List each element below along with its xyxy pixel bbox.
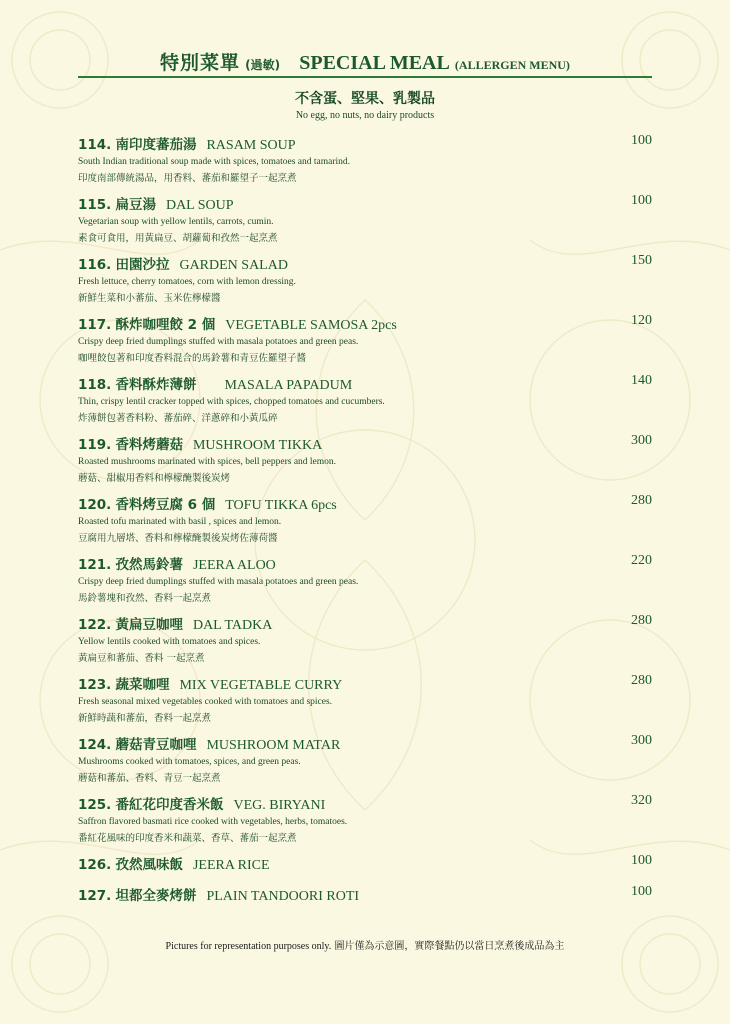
header-en-subtitle: (ALLERGEN MENU) bbox=[454, 58, 570, 72]
item-number: 123. bbox=[78, 677, 112, 693]
item-description-en: Vegetarian soup with yellow lentils, carrots, cumin. bbox=[78, 217, 274, 227]
item-number: 117. bbox=[78, 317, 112, 333]
item-description-zh: 豆腐用九層塔、香料和檸檬醃製後炭烤佐薄荷醬 bbox=[78, 533, 278, 544]
item-price: 280 bbox=[631, 493, 652, 508]
item-description-zh: 咖哩餃包著和印度香料混合的馬鈴薯和青豆佐羅望子醬 bbox=[78, 353, 307, 364]
item-price: 140 bbox=[631, 373, 652, 388]
menu-item-118 bbox=[78, 373, 652, 424]
item-number: 125. bbox=[78, 797, 112, 813]
item-description-en: Mushrooms cooked with tomatoes, spices, and green peas. bbox=[78, 757, 301, 767]
item-number: 116. bbox=[78, 257, 112, 273]
item-description-zh: 新鮮時蔬和蕃茄，香料一起烹煮 bbox=[78, 713, 212, 724]
item-name-zh: 蘑菇青豆咖哩 bbox=[115, 737, 197, 753]
item-description-en: Crispy deep fried dumplings stuffed with masala potatoes and green peas. bbox=[78, 577, 359, 587]
item-description-zh: 馬鈴薯塊和孜然、香料一起烹煮 bbox=[78, 593, 212, 604]
item-description-zh: 素食可食用，用黃扁豆、胡蘿蔔和孜然一起烹煮 bbox=[78, 233, 278, 244]
item-name-en: JEERA RICE bbox=[192, 858, 270, 873]
item-number: 121. bbox=[78, 557, 112, 573]
footer-disclaimer-zh: 圖片僅為示意圖，實際餐點仍以當日烹煮後成品為主 bbox=[334, 941, 565, 952]
item-price: 300 bbox=[631, 433, 652, 448]
item-name-zh: 田園沙拉 bbox=[115, 257, 170, 273]
menu-item-116 bbox=[78, 253, 652, 304]
item-number: 114. bbox=[78, 137, 112, 153]
item-price: 220 bbox=[631, 553, 652, 568]
menu-item-125 bbox=[78, 793, 652, 844]
item-price: 100 bbox=[631, 884, 652, 899]
item-description-en: Fresh lettuce, cherry tomatoes, corn with lemon dressing. bbox=[78, 277, 296, 287]
item-description-en: Thin, crispy lentil cracker topped with spices, chopped tomatoes and cucumbers. bbox=[78, 397, 385, 407]
item-name-en: MUSHROOM MATAR bbox=[206, 738, 341, 753]
item-description-zh: 印度南部傳統湯品，用香料、蕃茄和羅望子一起烹煮 bbox=[78, 173, 297, 184]
item-description-en: Yellow lentils cooked with tomatoes and spices. bbox=[78, 637, 261, 647]
menu-item-123 bbox=[78, 673, 652, 724]
header-zh-title: 特別菜單 bbox=[160, 52, 241, 74]
item-name-en: GARDEN SALAD bbox=[179, 258, 288, 273]
item-number: 118. bbox=[78, 377, 112, 393]
item-name-zh: 香料烤蘑菇 bbox=[115, 437, 183, 453]
item-name-en: MUSHROOM TIKKA bbox=[192, 438, 323, 453]
item-price: 280 bbox=[631, 673, 652, 688]
item-description-en: South Indian traditional soup made with spices, tomatoes and tamarind. bbox=[78, 157, 351, 167]
item-description-en: Roasted mushrooms marinated with spices, bell peppers and lemon. bbox=[78, 457, 337, 467]
item-name-zh: 孜然馬鈴薯 bbox=[115, 557, 183, 573]
item-price: 120 bbox=[631, 313, 652, 328]
item-description-en: Roasted tofu marinated with basil , spices and lemon. bbox=[78, 517, 282, 527]
item-name-en: MIX VEGETABLE CURRY bbox=[179, 678, 343, 693]
item-name-en: VEG. BIRYANI bbox=[233, 798, 326, 813]
item-description-zh: 炸薄餅包著香料粉、蕃茄碎、洋蔥碎和小黃瓜碎 bbox=[78, 413, 278, 424]
item-price: 280 bbox=[631, 613, 652, 628]
item-price: 150 bbox=[631, 253, 652, 268]
item-name-en: TOFU TIKKA 6pcs bbox=[225, 498, 337, 513]
item-description-en: Fresh seasonal mixed vegetables cooked with tomatoes and spices. bbox=[78, 697, 333, 707]
item-description-zh: 黃扁豆和蕃茄、香料 一起烹煮 bbox=[78, 653, 205, 664]
item-name-en: PLAIN TANDOORI ROTI bbox=[206, 889, 360, 904]
item-description-zh: 蘑菇、甜椒用香料和檸檬醃製後炭烤 bbox=[78, 473, 231, 484]
allergen-subheading bbox=[78, 88, 652, 121]
menu-header bbox=[78, 48, 652, 75]
item-name-en: MASALA PAPADUM bbox=[224, 378, 353, 393]
item-price: 100 bbox=[631, 133, 652, 148]
item-number: 119. bbox=[78, 437, 112, 453]
menu-item-126 bbox=[78, 853, 652, 874]
item-description-en: Saffron flavored basmati rice cooked with vegetables, herbs, tomatoes. bbox=[78, 817, 348, 827]
menu-item-119 bbox=[78, 433, 652, 484]
menu-item-121 bbox=[78, 553, 652, 604]
item-name-zh: 黃扁豆咖哩 bbox=[115, 617, 183, 633]
item-name-zh: 香料酥炸薄餅 bbox=[115, 377, 197, 393]
item-name-en: RASAM SOUP bbox=[206, 138, 296, 153]
item-number: 115. bbox=[78, 197, 112, 213]
item-description-zh: 蘑菇和蕃茄、香料、青豆一起烹煮 bbox=[78, 773, 221, 784]
item-description-zh: 新鮮生菜和小蕃茄、玉米佐檸檬醬 bbox=[78, 293, 221, 304]
item-price: 100 bbox=[631, 193, 652, 208]
item-number: 120. bbox=[78, 497, 112, 513]
item-description-zh: 番紅花風味的印度香米和蔬菜、香草、蕃茄一起烹煮 bbox=[78, 833, 297, 844]
menu-item-114 bbox=[78, 133, 652, 184]
header-divider bbox=[78, 76, 652, 78]
menu-item-120 bbox=[78, 493, 652, 544]
menu-item-115 bbox=[78, 193, 652, 244]
item-number: 127. bbox=[78, 888, 112, 904]
allergen-note-zh: 不含蛋、堅果、乳製品 bbox=[295, 91, 435, 107]
menu-item-124 bbox=[78, 733, 652, 784]
item-number: 126. bbox=[78, 857, 112, 873]
footer-disclaimer-en: Pictures for representation purposes only. bbox=[165, 941, 332, 952]
item-price: 320 bbox=[631, 793, 652, 808]
allergen-note-en: No egg, no nuts, no dairy products bbox=[295, 110, 435, 121]
item-name-en: DAL TADKA bbox=[192, 618, 273, 633]
item-name-zh: 番紅花印度香米飯 bbox=[115, 797, 224, 813]
menu-item-117 bbox=[78, 313, 652, 364]
item-price: 100 bbox=[631, 853, 652, 868]
item-name-en: DAL SOUP bbox=[165, 198, 234, 213]
item-name-zh: 扁豆湯 bbox=[115, 197, 156, 213]
item-number: 124. bbox=[78, 737, 112, 753]
header-zh-subtitle: (過敏) bbox=[245, 58, 281, 72]
menu-item-122 bbox=[78, 613, 652, 664]
item-name-zh: 香料烤豆腐 6 個 bbox=[115, 497, 216, 513]
item-number: 122. bbox=[78, 617, 112, 633]
item-name-zh: 南印度蕃茄湯 bbox=[115, 137, 197, 153]
item-name-zh: 酥炸咖哩餃 2 個 bbox=[115, 317, 216, 333]
item-price: 300 bbox=[631, 733, 652, 748]
item-name-en: JEERA ALOO bbox=[192, 558, 276, 573]
item-name-zh: 蔬菜咖哩 bbox=[115, 677, 170, 693]
footer-disclaimer bbox=[78, 937, 652, 952]
item-name-en: VEGETABLE SAMOSA 2pcs bbox=[225, 318, 397, 333]
item-description-en: Crispy deep fried dumplings stuffed with masala potatoes and green peas. bbox=[78, 337, 359, 347]
item-name-zh: 孜然風味飯 bbox=[115, 857, 183, 873]
header-en-title: SPECIAL MEAL bbox=[299, 52, 450, 74]
menu-item-127 bbox=[78, 884, 652, 905]
item-name-zh: 坦都全麥烤餅 bbox=[115, 888, 197, 904]
